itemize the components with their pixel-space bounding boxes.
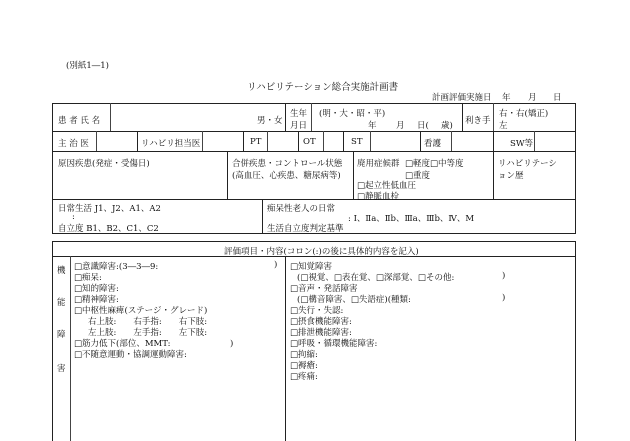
eval-left-close: ) (274, 260, 278, 270)
plan-date-year: 年 (502, 93, 511, 103)
eval-right-item: □疼痛: (290, 372, 318, 382)
eval-left-item: □痴呆: (74, 273, 102, 283)
eval-right-item: □排泄機能障害: (290, 328, 352, 338)
sw-label: SW等 (510, 139, 534, 149)
st-label: ST (351, 137, 363, 147)
eval-right-close: ) (502, 271, 506, 281)
eval-right-close: ) (502, 293, 506, 303)
eval-left-item: □不随意運動・協調運動障害: (74, 350, 187, 360)
disuse-mild-checkbox[interactable]: □軽度□中等度 (405, 159, 464, 169)
side-label-4: 害 (57, 364, 66, 374)
history-label-1: リハビリテーシ (498, 159, 557, 169)
annex-label: (別紙1―1) (66, 61, 109, 71)
disuse-label: 廃用症候群 (357, 159, 400, 169)
thrombosis-checkbox[interactable]: □静脈血栓 (357, 192, 400, 202)
eval-left-item: 左上肢: 左手指: 左下肢: (88, 328, 208, 338)
plan-date-label: 計画評価実施日 (432, 93, 492, 103)
handedness-option-1: 右・右(矯正) (499, 109, 549, 119)
orthostatic-checkbox[interactable]: □起立性低血圧 (357, 181, 417, 191)
eval-right-item: □褥瘡: (290, 361, 318, 371)
eval-right-item: □拘縮: (290, 350, 318, 360)
disease-label: 原因疾患(発症・受傷日) (58, 159, 150, 169)
handedness-option-2: 左 (499, 121, 508, 131)
side-label-2: 能 (57, 298, 66, 308)
birth-month: 月 (396, 121, 405, 131)
eval-left-item: □知的障害: (74, 284, 119, 294)
pt-label: PT (250, 137, 262, 147)
birth-age: 歳) (441, 121, 453, 131)
dementia-label-2: 生活自立度判定基準 (267, 224, 344, 234)
nurse-label: 看護 (424, 139, 442, 149)
sex-field: 男・女 (257, 116, 283, 126)
evaluation-header: 評価項目・内容(コロン(:)の後に具体的内容を記入) (224, 247, 419, 257)
rehab-doctor-label: リハビリ担当医 (141, 139, 201, 149)
daily-life-label-2: 自立度 B1、B2、C1、C2 (58, 224, 159, 234)
handedness-label: 利き手 (465, 116, 491, 126)
plan-date-day: 日 (553, 93, 562, 103)
birth-year: 年 (368, 121, 377, 131)
side-label-3: 障 (57, 330, 66, 340)
birth-label-2: 月日 (290, 121, 308, 131)
patient-name-label: 患 者 氏 名 (58, 116, 101, 126)
eval-right-item: □呼吸・循環機能障害: (290, 339, 378, 349)
eval-left-item: □意識障害:(3―3―9: (74, 262, 159, 272)
history-label-2: ョン歴 (498, 171, 524, 181)
comorbid-label-2: (高血圧、心疾患、糖尿病等) (232, 171, 341, 181)
birth-day: 日( (417, 121, 429, 131)
plan-date-month: 月 (528, 93, 537, 103)
eval-left-item: 右上肢: 右手指: 右下肢: (88, 317, 208, 327)
birth-era: (明・大・昭・平) (319, 109, 386, 119)
daily-life-label-1: 日常生活 J1、J2、A1、A2 (58, 204, 161, 214)
eval-left-item: □中枢性麻痺(ステージ・グレード) (74, 306, 208, 316)
eval-left-item: □精神障害: (74, 295, 119, 305)
eval-right-item: □失行・失認: (290, 306, 344, 316)
eval-right-item: (□視覚、□表在覚、□深部覚、□その他: (297, 273, 455, 283)
page-title: リハビリテーション総合実施計画書 (247, 82, 399, 93)
eval-right-item: □音声・発話障害 (290, 284, 358, 294)
birth-label-1: 生年 (290, 109, 308, 119)
dementia-label-1: 痴呆性老人の日常 (267, 204, 336, 214)
ot-label: OT (303, 137, 316, 147)
disuse-severe-checkbox[interactable]: □重度 (405, 171, 431, 181)
eval-right-item: □摂食機能障害: (290, 317, 352, 327)
eval-right-item: (□構音障害、□失語症)(種類: (297, 295, 411, 305)
side-label-1: 機 (57, 266, 66, 276)
comorbid-label-1: 合併疾患・コントロール状態 (232, 159, 343, 169)
dementia-scale: : Ⅰ、Ⅱa、Ⅱb、Ⅲa、Ⅲb、Ⅳ、M (348, 214, 475, 224)
eval-left-item: □筋力低下(部位、MMT: ) (74, 339, 234, 349)
daily-life-colon: : (72, 212, 75, 222)
doctor-label: 主 治 医 (58, 139, 89, 149)
eval-right-item: □知覚障害 (290, 262, 333, 272)
